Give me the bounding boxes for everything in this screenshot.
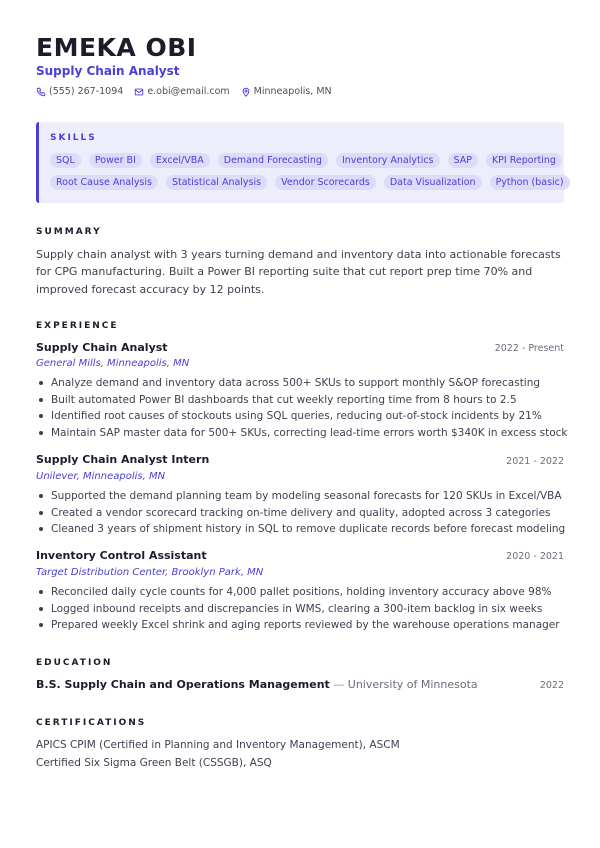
certification-item: APICS CPIM (Certified in Planning and Inventory Management), ASCM — [36, 739, 400, 751]
education-year: 2022 — [539, 680, 564, 691]
job-bullet: Reconciled daily cycle counts for 4,000 pallet positions, holding inventory accuracy above 98% — [36, 584, 564, 601]
job-bullet: Identified root causes of stockouts using SQL queries, reducing out-of-stock incidents by 21% — [36, 408, 564, 425]
contact-email-text: e.obi@email.com — [147, 86, 230, 97]
job-company: Unilever, Minneapolis, MN — [36, 471, 166, 482]
contact-bar — [36, 86, 343, 97]
job-dates: 2020 - 2021 — [506, 551, 564, 562]
contact-location-text: Minneapolis, MN — [253, 86, 332, 97]
skill-chip: Inventory Analytics — [336, 153, 440, 168]
job-bullet: Built automated Power BI dashboards that cut weekly reporting time from 8 hours to 2.5 — [36, 392, 564, 409]
contact-location — [241, 86, 332, 97]
certifications-heading: CERTIFICATIONS — [36, 718, 147, 728]
skill-chip: Root Cause Analysis — [50, 175, 158, 190]
job-bullet: Maintain SAP master data for 500+ SKUs, correcting lead-time errors worth $340K in excess stock — [36, 425, 564, 442]
job-dates: 2022 - Present — [494, 343, 564, 354]
skill-chip: Python (basic) — [490, 175, 570, 190]
job-bullet: Supported the demand planning team by modeling seasonal forecasts for 120 SKUs in Excel/VBA — [36, 488, 564, 505]
experience-heading: EXPERIENCE — [36, 321, 119, 331]
skill-chip: KPI Reporting — [486, 153, 562, 168]
degree-name: B.S. Supply Chain and Operations Management — [36, 678, 330, 691]
skill-chip: Excel/VBA — [150, 153, 210, 168]
job-company: General Mills, Minneapolis, MN — [36, 358, 190, 369]
skill-chip: Demand Forecasting — [218, 153, 328, 168]
job-bullets — [36, 584, 564, 634]
job-bullet: Created a vendor scorecard tracking on-time delivery and quality, adopted across 3 categories — [36, 505, 564, 522]
skills-panel — [36, 122, 564, 203]
job-title: Supply Chain Analyst Intern — [36, 453, 210, 466]
education-heading: EDUCATION — [36, 658, 113, 668]
contact-phone-text: (555) 267-1094 — [49, 86, 124, 97]
job-bullet: Prepared weekly Excel shrink and aging reports reviewed by the warehouse operations manager — [36, 617, 564, 634]
school-name: University of Minnesota — [347, 678, 478, 691]
skills-row-1 — [50, 153, 570, 168]
job-bullets — [36, 488, 564, 538]
skills-heading: SKILLS — [50, 133, 97, 143]
contact-phone — [36, 86, 123, 97]
skill-chip: Statistical Analysis — [166, 175, 267, 190]
job-bullet: Logged inbound receipts and discrepancies in WMS, clearing a 300-item backlog in six weeks — [36, 601, 564, 618]
skill-chip: SAP — [448, 153, 478, 168]
skill-chip: Vendor Scorecards — [275, 175, 376, 190]
education-entry — [36, 678, 478, 691]
job-company: Target Distribution Center, Brooklyn Park, MN — [36, 567, 264, 578]
certifications-list — [36, 737, 400, 772]
candidate-title: Supply Chain Analyst — [36, 64, 180, 78]
job-dates: 2021 - 2022 — [506, 456, 564, 467]
education-separator: — — [329, 678, 348, 691]
job-bullet: Cleaned 3 years of shipment history in SQL to remove duplicate records before forecast modeling — [36, 521, 564, 538]
skills-row-2 — [50, 175, 578, 190]
contact-email — [134, 86, 229, 97]
skill-chip: SQL — [50, 153, 81, 168]
skill-chip: Power BI — [89, 153, 142, 168]
job-bullets — [36, 375, 568, 441]
phone-icon — [36, 87, 46, 97]
certification-item: Certified Six Sigma Green Belt (CSSGB), ASQ — [36, 756, 272, 769]
job-bullet: Analyze demand and inventory data across 500+ SKUs to support monthly S&OP forecasting — [36, 375, 564, 392]
skill-chip: Data Visualization — [384, 175, 482, 190]
job-title: Supply Chain Analyst — [36, 341, 168, 354]
mail-icon — [134, 87, 144, 97]
summary-text: Supply chain analyst with 3 years turning demand and inventory data into actionable forecasts for CPG manufacturing. Built a Power BI reporting suite that cut report prep time 70% and improved forecast accuracy by 12 points. — [36, 248, 561, 296]
summary-heading: SUMMARY — [36, 227, 102, 237]
job-title: Inventory Control Assistant — [36, 549, 207, 562]
candidate-name: EMEKA OBI — [36, 33, 197, 62]
location-pin-icon — [241, 87, 251, 97]
